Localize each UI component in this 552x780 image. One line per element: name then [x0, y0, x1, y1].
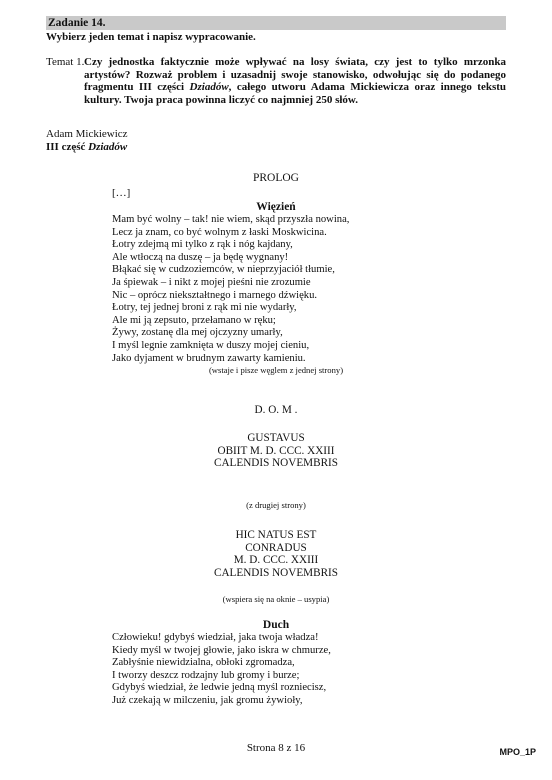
stage-direction-1: (wstaje i pisze węglem z jednej strony): [208, 365, 344, 375]
task-number: Zadanie 14.: [48, 17, 106, 29]
inscription-dom: D. O. M .: [254, 404, 298, 416]
topic-text-part2: , całego utworu Adama Mickiewicza oraz innego tekstu kultury. Twoja praca powinna liczyć co najmniej 250 słów.: [84, 81, 507, 106]
verse-line: Łotry zdejmą mi tylko z rąk i nóg kajdany,: [112, 239, 293, 251]
source-work: [46, 141, 127, 153]
verse-line: Gdybyś wiedział, że ledwie jedną myśl rozniecisz,: [112, 682, 327, 694]
verse-line: Lecz ja znam, co być wolnym z łaski Moskwicina.: [112, 226, 327, 238]
inscription-line: CALENDIS NOVEMBRIS: [213, 457, 338, 470]
verse-line: I myśl legnie zamknięta w duszy mojej cieniu,: [112, 339, 310, 351]
topic-work-title: Dziadów: [189, 81, 229, 94]
task-instruction: Wybierz jeden temat i napisz wypracowanie.: [46, 31, 256, 43]
verse-prisoner: [112, 214, 349, 365]
verse-line: Jako dyjament w brudnym zawarty kamieniu.: [112, 352, 306, 364]
topic-text-part1: Czy jednostka faktycznie może wpływać na losy świata, czy jest to tylko mrzonka artystów? Rozważ problem i uzasadnij swoje stanowisko, odwołując się do podanego fragmentu III części: [84, 56, 506, 94]
verse-line: I tworzy deszcz rodzajny lub gromy i burze;: [112, 669, 300, 681]
inscription-line: CALENDIS NOVEMBRIS: [213, 566, 338, 579]
verse-line: Kiedy myśl w twojej głowie, jako iskra w chmurze,: [112, 644, 331, 656]
inscription-line: HIC NATUS EST: [235, 529, 317, 541]
speaker-spirit: Duch: [262, 619, 290, 631]
task-header: [46, 16, 506, 30]
verse-line: Ja śpiewak – i nikt z mojej pieśni nie zrozumie: [112, 276, 311, 288]
prolog-heading: PROLOG: [252, 172, 299, 184]
omission-mark: […]: [112, 187, 131, 199]
essay-topic: [46, 56, 506, 106]
verse-line: Mam być wolny – tak! nie wiem, skąd przyszła nowina,: [112, 214, 350, 225]
page-number: Strona 8 z 16: [246, 742, 306, 754]
topic-text: [84, 56, 506, 106]
topic-label: Temat 1.: [46, 56, 85, 68]
verse-line: Żywy, zostanę dla mej ojczyzny umarły,: [112, 327, 283, 339]
verse-line: Błąkać się w cudzoziemców, w nieprzyjaciół tłumie,: [112, 264, 335, 276]
stage-direction-2: (z drugiej strony): [246, 500, 306, 510]
verse-line: Już czekają w milczeniu, jak gromu żywioły,: [112, 694, 303, 706]
verse-line: Nic – oprócz niekształtnego i marnego dźwięku.: [112, 289, 318, 301]
source-author: Adam Mickiewicz: [46, 128, 128, 140]
work-title: Dziadów: [88, 141, 128, 153]
inscription-conradus: [0, 529, 552, 579]
inscription-gustavus: [0, 432, 552, 470]
verse-spirit: [112, 632, 331, 708]
verse-line: Człowieku! gdybyś wiedział, jaka twoja władza!: [112, 632, 319, 643]
verse-line: Ale wtłoczą na duszę – ja będę wygnany!: [112, 251, 289, 263]
stage-direction-3: (wspiera się na oknie – usypia): [222, 594, 330, 604]
work-prefix: III część: [46, 141, 89, 153]
speaker-prisoner: Więzień: [256, 201, 296, 213]
inscription-line: OBIIT M. D. CCC. XXIII: [217, 444, 335, 457]
inscription-line: M. D. CCC. XXIII: [233, 554, 319, 567]
verse-line: Zabłyśnie niewidzialna, obłoki zgromadza,: [112, 657, 295, 669]
inscription-line: CONRADUS: [245, 541, 307, 554]
inscription-line: GUSTAVUS: [247, 432, 305, 444]
verse-line: Ale mi ją zepsuto, przełamano w ręku;: [112, 314, 276, 326]
verse-line: Łotry, tej jednej broni z rąk mi nie wydarły,: [112, 302, 297, 314]
exam-code: MPO_1P: [499, 747, 536, 757]
